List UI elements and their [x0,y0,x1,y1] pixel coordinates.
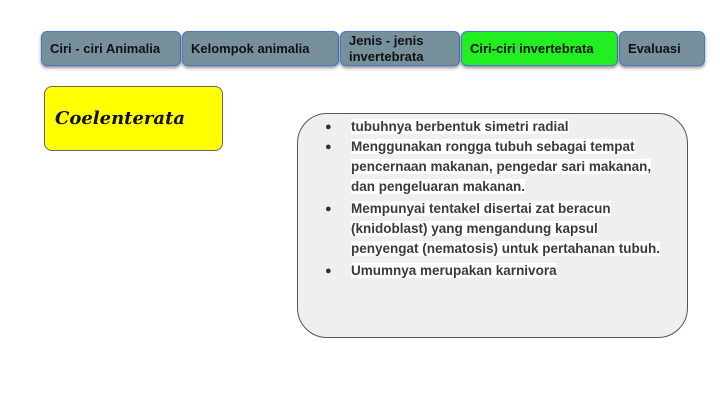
tab-evaluasi[interactable] [619,31,705,66]
tab-kelompok-animalia[interactable] [182,31,339,66]
bullet-icon: ● [325,265,332,277]
bullet-icon: ● [325,203,332,215]
tab-label: Jenis - jenis invertebrata [349,32,424,64]
tab-label: Evaluasi [628,40,681,56]
tab-ciri-ciri-animalia[interactable] [41,31,181,66]
list-item-text: Umumnya merupakan karnivora [351,263,557,278]
tab-label: Ciri - ciri Animalia [50,40,161,56]
tab-jenis-jenis-invertebrata[interactable] [340,31,460,66]
slide-title: Coelenterata [55,108,186,129]
tab-label: Ciri-ciri invertebrata [470,40,594,56]
list-item [322,261,667,281]
list-item-text: Mempunyai tentakel disertai zat beracun (knidoblast) yang mengandung kapsul penyengat (nematosis) untuk pertahanan tubuh. [351,201,661,256]
list-item [322,117,667,137]
bullet-icon: ● [325,121,332,133]
slide-title-box [44,86,223,151]
list-item-text: tubuhnya berbentuk simetri radial [351,119,569,134]
list-item [322,199,667,259]
bullet-icon: ● [325,141,332,153]
list-item [322,137,667,197]
tab-label: Kelompok animalia [191,40,310,56]
list-item-text: Menggunakan rongga tubuh sebagai tempat pencernaan makanan, pengedar sari makanan, dan pengeluaran makanan. [351,139,652,194]
tab-ciri-ciri-invertebrata[interactable] [461,31,618,66]
bullet-list [322,117,667,281]
